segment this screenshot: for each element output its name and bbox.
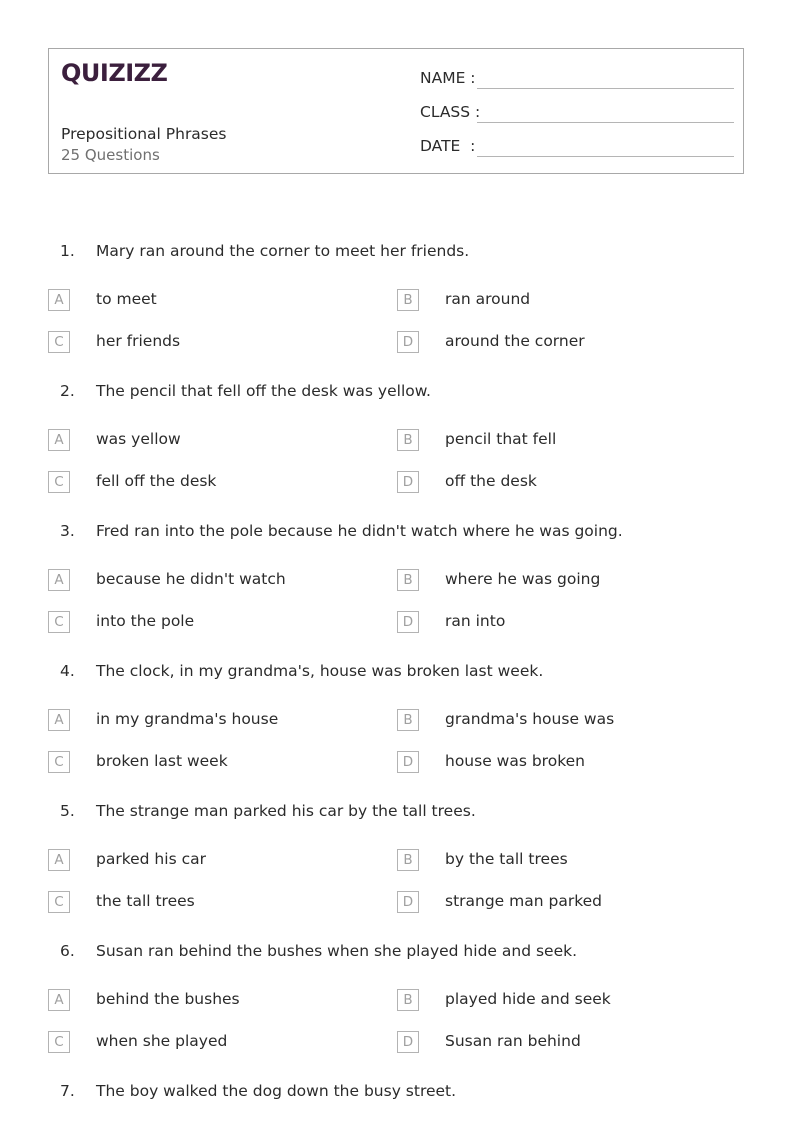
option-letter-box[interactable]: A — [48, 849, 70, 871]
option-text: her friends — [96, 332, 181, 350]
name-field[interactable] — [420, 69, 734, 91]
question-number: 3. — [60, 522, 75, 540]
question-text: The boy walked the dog down the busy street. — [96, 1082, 457, 1100]
question-number: 4. — [60, 662, 75, 680]
class-label: CLASS : — [420, 103, 481, 121]
option-letter-box[interactable]: B — [397, 429, 419, 451]
date-label: DATE : — [420, 137, 476, 155]
option-text: where he was going — [445, 570, 601, 588]
question-text: Susan ran behind the bushes when she played hide and seek. — [96, 942, 578, 960]
question-7 — [0, 1082, 794, 1112]
question-text: Fred ran into the pole because he didn't watch where he was going. — [96, 522, 623, 540]
question-4 — [0, 662, 794, 782]
date-field[interactable] — [420, 137, 734, 159]
option-letter-box[interactable]: C — [48, 891, 70, 913]
option-text: fell off the desk — [96, 472, 217, 490]
option-text: was yellow — [96, 430, 181, 448]
option-text: by the tall trees — [445, 850, 568, 868]
option-text: into the pole — [96, 612, 195, 630]
question-text: The pencil that fell off the desk was yellow. — [96, 382, 431, 400]
question-1 — [0, 242, 794, 362]
option-letter-box[interactable]: C — [48, 751, 70, 773]
option-text: to meet — [96, 290, 157, 308]
worksheet-title: Prepositional Phrases — [61, 125, 227, 143]
option-letter-box[interactable]: A — [48, 289, 70, 311]
question-number: 7. — [60, 1082, 75, 1100]
question-2 — [0, 382, 794, 502]
option-text: strange man parked — [445, 892, 603, 910]
class-line[interactable] — [477, 122, 734, 123]
option-text: because he didn't watch — [96, 570, 286, 588]
option-letter-box[interactable]: C — [48, 331, 70, 353]
option-text: around the corner — [445, 332, 585, 350]
question-6 — [0, 942, 794, 1062]
question-text: The strange man parked his car by the tall trees. — [96, 802, 476, 820]
option-text: off the desk — [445, 472, 537, 490]
question-text: The clock, in my grandma's, house was broken last week. — [96, 662, 544, 680]
option-text: grandma's house was — [445, 710, 615, 728]
option-letter-box[interactable]: D — [397, 331, 419, 353]
option-letter-box[interactable]: B — [397, 989, 419, 1011]
question-text: Mary ran around the corner to meet her friends. — [96, 242, 470, 260]
option-letter-box[interactable]: B — [397, 709, 419, 731]
option-letter-box[interactable]: A — [48, 709, 70, 731]
quizizz-logo: QUIZIZZ — [61, 59, 168, 87]
option-text: played hide and seek — [445, 990, 611, 1008]
name-line[interactable] — [477, 88, 734, 89]
option-text: the tall trees — [96, 892, 195, 910]
option-letter-box[interactable]: A — [48, 569, 70, 591]
option-text: parked his car — [96, 850, 206, 868]
option-letter-box[interactable]: D — [397, 1031, 419, 1053]
worksheet-header — [48, 48, 744, 174]
option-text: ran around — [445, 290, 531, 308]
question-number: 1. — [60, 242, 75, 260]
option-text: pencil that fell — [445, 430, 557, 448]
option-letter-box[interactable]: B — [397, 289, 419, 311]
option-letter-box[interactable]: C — [48, 1031, 70, 1053]
option-text: house was broken — [445, 752, 585, 770]
option-letter-box[interactable]: D — [397, 611, 419, 633]
option-letter-box[interactable]: A — [48, 429, 70, 451]
question-number: 2. — [60, 382, 75, 400]
option-letter-box[interactable]: D — [397, 471, 419, 493]
option-letter-box[interactable]: C — [48, 611, 70, 633]
option-text: when she played — [96, 1032, 228, 1050]
question-number: 5. — [60, 802, 75, 820]
option-text: broken last week — [96, 752, 228, 770]
class-field[interactable] — [420, 103, 734, 125]
option-text: ran into — [445, 612, 506, 630]
option-letter-box[interactable]: D — [397, 751, 419, 773]
option-letter-box[interactable]: C — [48, 471, 70, 493]
question-3 — [0, 522, 794, 642]
question-count: 25 Questions — [61, 146, 160, 164]
question-5 — [0, 802, 794, 922]
option-letter-box[interactable]: D — [397, 891, 419, 913]
option-text: Susan ran behind — [445, 1032, 581, 1050]
option-letter-box[interactable]: A — [48, 989, 70, 1011]
option-letter-box[interactable]: B — [397, 569, 419, 591]
date-line[interactable] — [477, 156, 734, 157]
option-text: in my grandma's house — [96, 710, 279, 728]
option-letter-box[interactable]: B — [397, 849, 419, 871]
question-number: 6. — [60, 942, 75, 960]
option-text: behind the bushes — [96, 990, 240, 1008]
name-label: NAME : — [420, 69, 476, 87]
